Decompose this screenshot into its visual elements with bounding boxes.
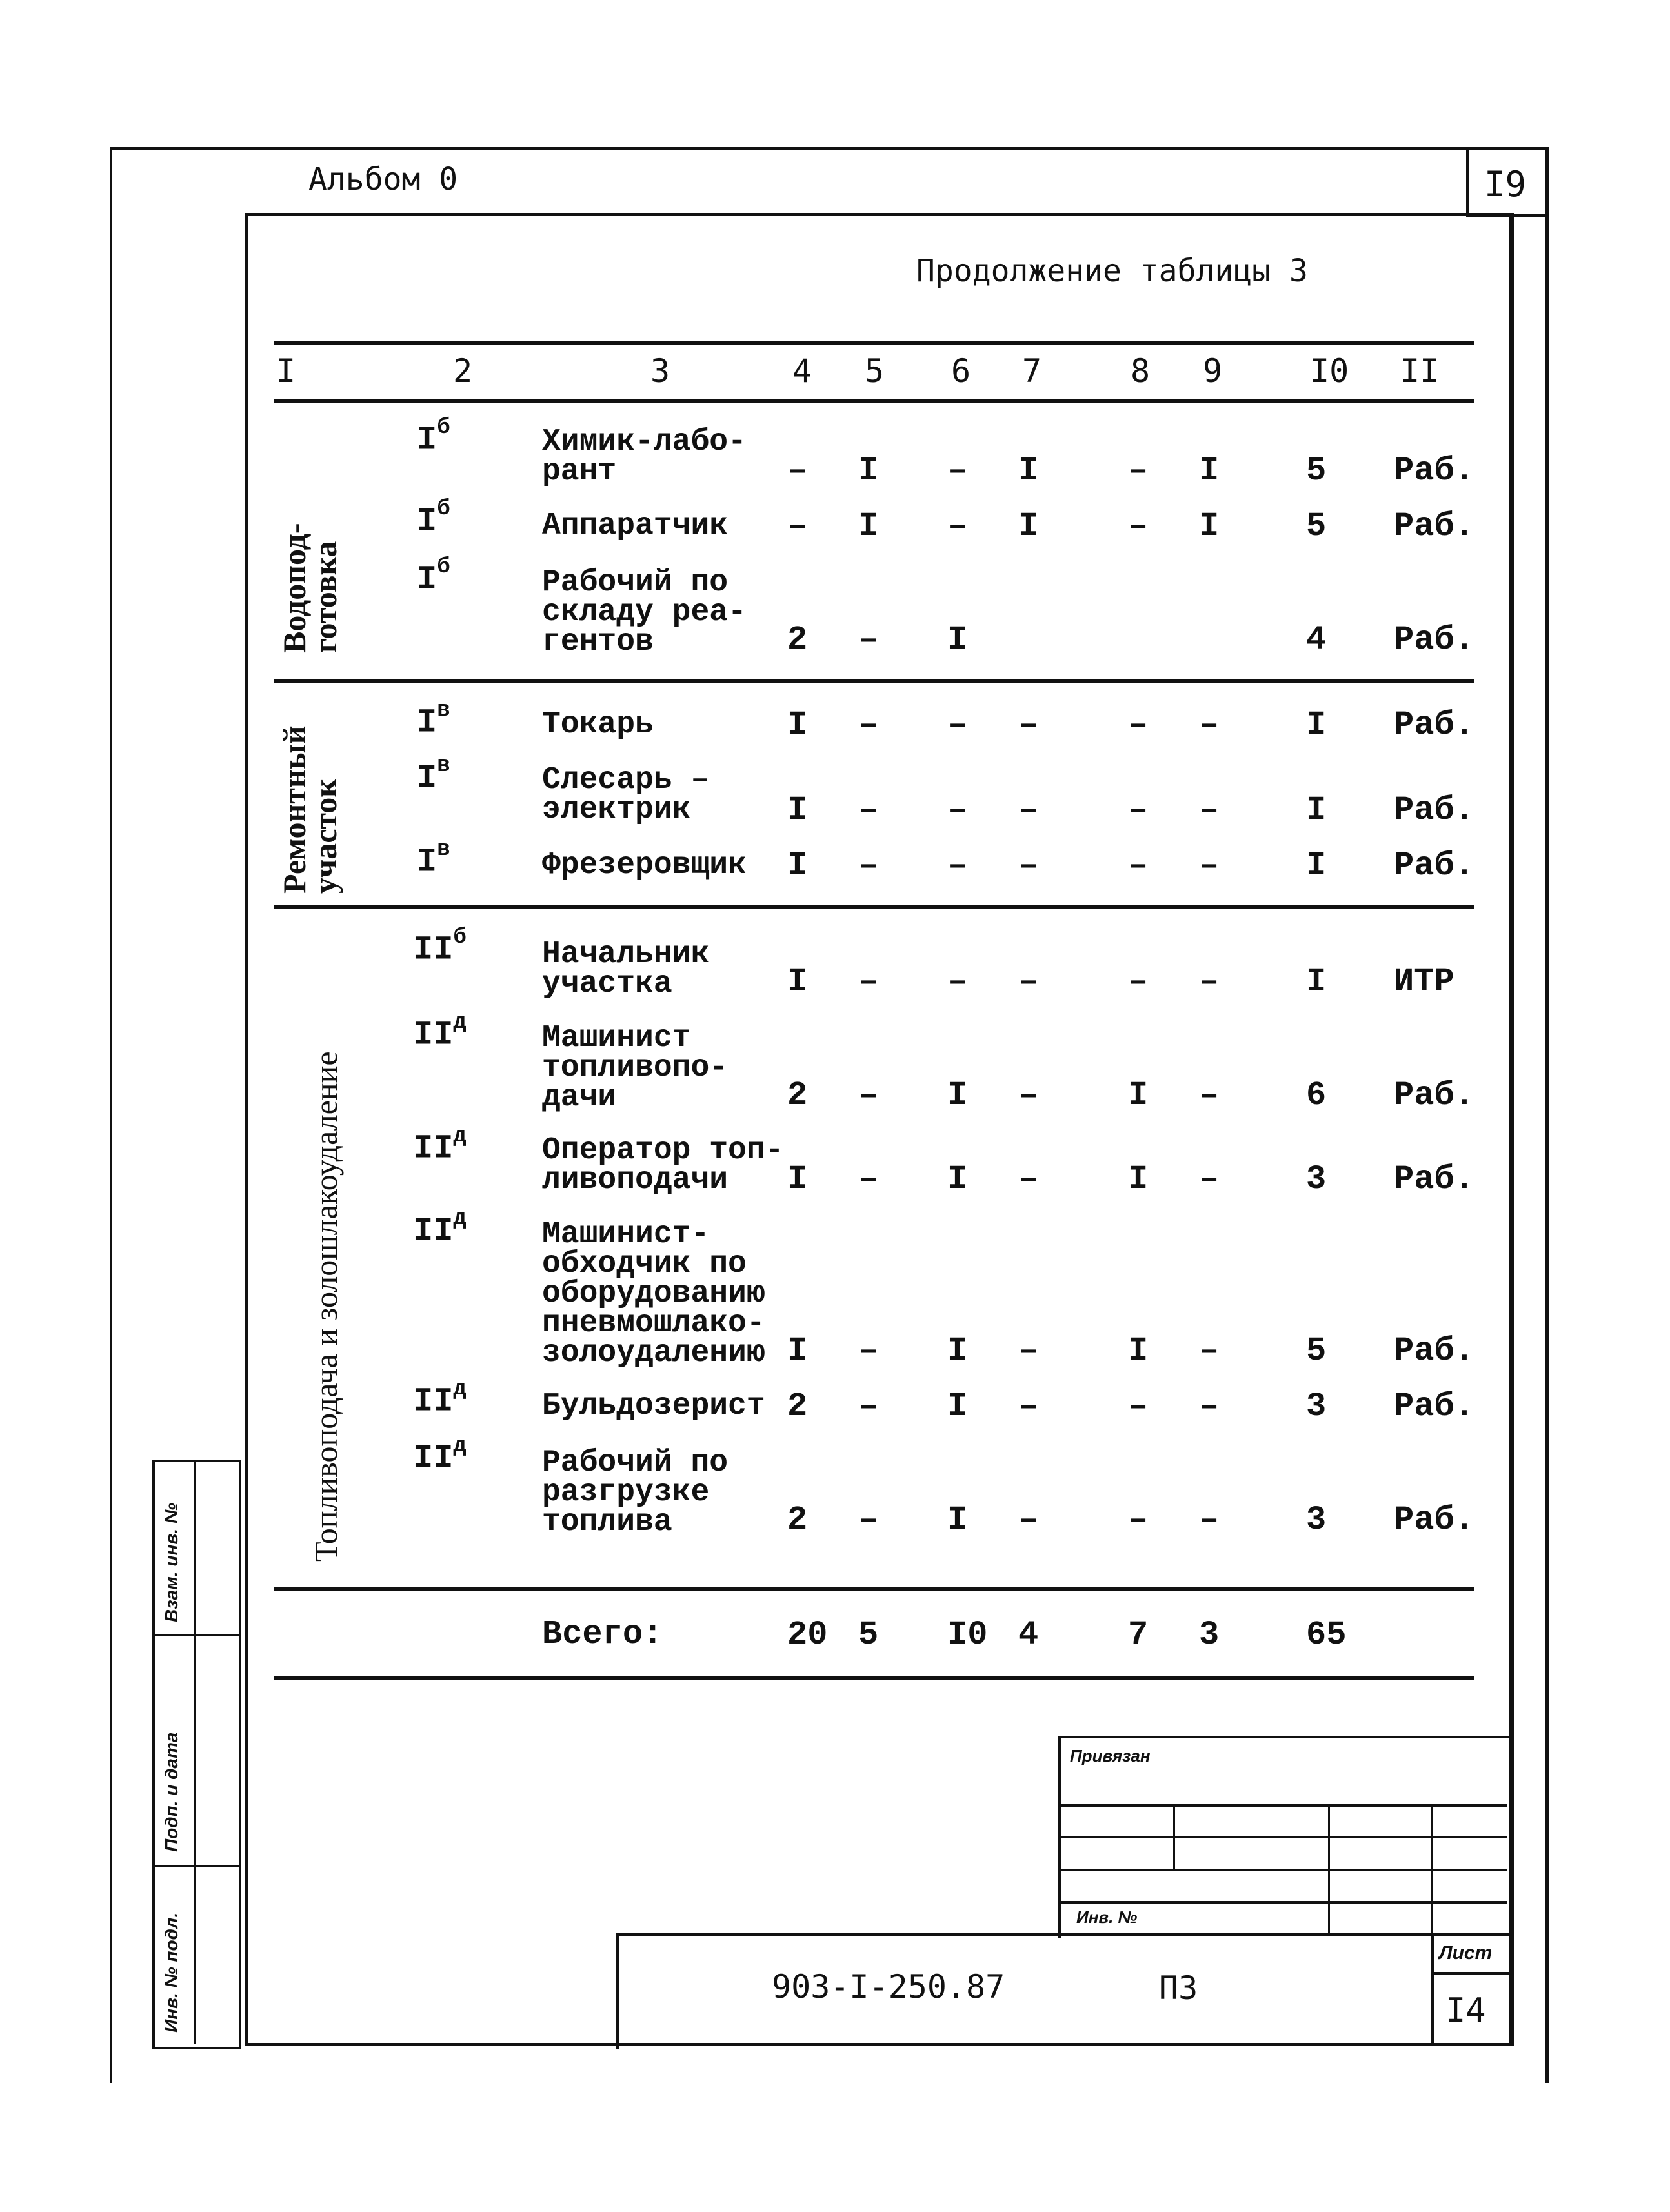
total-c4: 20 <box>787 1616 828 1654</box>
cell-c6: I <box>947 1332 968 1370</box>
job-title: Машинист- обходчик по оборудованию пневмошлако- золоудалению <box>542 1217 765 1371</box>
cell-c9: I <box>1199 452 1220 490</box>
cell-c6: I <box>947 1387 968 1425</box>
total-c9: 3 <box>1199 1616 1220 1654</box>
col-header-8: 8 <box>1131 352 1151 390</box>
job-title: Машинист топливопо- дачи <box>542 1021 729 1115</box>
cell-c11: Раб. <box>1394 1387 1474 1425</box>
category-cell: $I^в$ <box>417 838 450 881</box>
cell-c8: – <box>1128 1387 1149 1425</box>
cell-c6: – <box>947 847 968 885</box>
cell-c7: I <box>1018 507 1039 545</box>
side-strip-divider <box>194 1460 196 2044</box>
cell-c6: I <box>947 621 968 659</box>
cell-c4: I <box>787 706 808 744</box>
cell-c4: 2 <box>787 1387 808 1425</box>
stamp-vline <box>1431 1804 1433 1933</box>
cell-c7: I <box>1018 452 1039 490</box>
stamp-line <box>1058 1901 1507 1904</box>
section-rule-2 <box>274 905 1474 909</box>
category-cell: $II^б$ <box>413 925 467 969</box>
cell-c8: – <box>1128 791 1149 829</box>
cell-c6: I <box>947 1160 968 1198</box>
cell-c4: I <box>787 963 808 1001</box>
sheet-box-divider <box>1431 1972 1509 1975</box>
job-title: Начальник участка <box>542 937 710 1001</box>
frame-top-line <box>245 213 1510 216</box>
cell-c4: I <box>787 791 808 829</box>
job-title: Фрезеровщик <box>542 848 747 883</box>
total-c5: 5 <box>858 1616 879 1654</box>
cell-c8: – <box>1128 452 1149 490</box>
cell-c9: – <box>1199 847 1220 885</box>
cell-c6: I <box>947 1501 968 1539</box>
cell-c8: I <box>1128 1076 1149 1114</box>
cell-c7: – <box>1018 791 1039 829</box>
section-label-vodopodgotovka <box>276 523 343 653</box>
job-title: Рабочий по разгрузке топлива <box>542 1445 729 1540</box>
cell-c8: – <box>1128 963 1149 1001</box>
cell-c6: – <box>947 507 968 545</box>
document-section: ПЗ <box>1159 1969 1198 2007</box>
cell-c7: – <box>1018 847 1039 885</box>
category-cell: $II^д$ <box>413 1010 467 1054</box>
section-label-line: готовка <box>307 541 343 653</box>
cell-c11: ИТР <box>1394 963 1454 1001</box>
cell-c11: Раб. <box>1394 1501 1474 1539</box>
col-header-10: I0 <box>1310 352 1349 390</box>
cell-c10: 3 <box>1306 1501 1327 1539</box>
cell-c5: – <box>858 1076 879 1114</box>
cell-c4: I <box>787 1332 808 1370</box>
table-rule-bottom <box>274 1676 1474 1680</box>
section-rule-1 <box>274 679 1474 683</box>
page-number: I9 <box>1484 164 1527 205</box>
category-cell: $I^б$ <box>417 555 450 599</box>
cell-c5: – <box>858 1387 879 1425</box>
cell-c8: – <box>1128 1501 1149 1539</box>
job-title: Слесарь – электрик <box>542 763 710 827</box>
cell-c10: I <box>1306 791 1327 829</box>
cell-c7: – <box>1018 706 1039 744</box>
section-label-line: Водопод- <box>276 523 312 653</box>
stamp-vline <box>1173 1804 1175 1869</box>
binding-stamp-label: Привязан <box>1070 1746 1151 1765</box>
cell-c4: 2 <box>787 1076 808 1114</box>
stamp-line <box>1058 1804 1507 1807</box>
cell-c7: – <box>1018 1332 1039 1370</box>
cell-c4: I <box>787 1160 808 1198</box>
cell-c8: I <box>1128 1332 1149 1370</box>
cell-c11: Раб. <box>1394 1076 1474 1114</box>
table-rule-header <box>274 399 1474 403</box>
col-header-3: 3 <box>650 352 670 390</box>
job-title: Аппаратчик <box>542 508 729 543</box>
section-label-line: Топливоподача и золошлакоудаление <box>308 1051 344 1562</box>
cell-c9: – <box>1199 1387 1220 1425</box>
section-label-remontny <box>276 725 343 894</box>
col-header-11: II <box>1400 352 1440 390</box>
cell-c4: 2 <box>787 621 808 659</box>
job-title: Химик-лабо- рант <box>542 425 747 489</box>
cell-c11: Раб. <box>1394 1160 1474 1198</box>
cell-c11: Раб. <box>1394 791 1474 829</box>
table-title: Продолжение таблицы 3 <box>916 253 1308 289</box>
cell-c10: 3 <box>1306 1160 1327 1198</box>
cell-c4: – <box>787 507 808 545</box>
side-strip-rule <box>152 1865 239 1867</box>
cell-c8: – <box>1128 847 1149 885</box>
total-c6: I0 <box>947 1616 988 1654</box>
inv-no-label: Инв. № <box>1076 1907 1138 1927</box>
category-cell: $II^д$ <box>413 1124 467 1168</box>
total-label: Всего: <box>542 1615 663 1653</box>
col-header-9: 9 <box>1203 352 1223 390</box>
cell-c10: 5 <box>1306 452 1327 490</box>
cell-c10: I <box>1306 847 1327 885</box>
outer-top-line <box>110 147 1549 150</box>
sheet-number: I4 <box>1445 1991 1486 2030</box>
cell-c9: – <box>1199 1076 1220 1114</box>
cell-c6: – <box>947 963 968 1001</box>
cell-c5: I <box>858 452 879 490</box>
job-title: Бульдозерист <box>542 1389 765 1423</box>
cell-c9: – <box>1199 791 1220 829</box>
category-cell: $II^д$ <box>413 1207 467 1251</box>
cell-c10: I <box>1306 706 1327 744</box>
cell-c6: – <box>947 706 968 744</box>
section-label-line: Ремонтный <box>276 725 312 894</box>
cell-c5: – <box>858 963 879 1001</box>
cell-c6: – <box>947 791 968 829</box>
cell-c9: I <box>1199 507 1220 545</box>
cell-c4: 2 <box>787 1501 808 1539</box>
section-label-toplivopodacha <box>307 1051 345 1562</box>
cell-c5: – <box>858 621 879 659</box>
side-strip-rule <box>152 1634 239 1636</box>
col-header-5: 5 <box>865 352 885 390</box>
col-header-2: 2 <box>453 352 473 390</box>
total-c10: 65 <box>1306 1616 1347 1654</box>
cell-c11: Раб. <box>1394 847 1474 885</box>
table-rule-total <box>274 1587 1474 1591</box>
cell-c8: I <box>1128 1160 1149 1198</box>
col-header-1: I <box>276 352 296 390</box>
cell-c11: Раб. <box>1394 452 1474 490</box>
cell-c7: – <box>1018 963 1039 1001</box>
category-cell: $I^в$ <box>417 698 450 742</box>
side-label-podp-data: Подп. и дата <box>161 1732 181 1852</box>
document-code: 903-I-250.87 <box>772 1968 1005 2006</box>
job-title: Токарь <box>542 707 654 742</box>
cell-c6: I <box>947 1076 968 1114</box>
cell-c10: 6 <box>1306 1076 1327 1114</box>
category-cell: $I^б$ <box>417 497 450 541</box>
category-cell: $I^в$ <box>417 754 450 798</box>
stamp-line <box>1058 1869 1507 1871</box>
cell-c10: 5 <box>1306 507 1327 545</box>
cell-c9: – <box>1199 1332 1220 1370</box>
cell-c5: I <box>858 507 879 545</box>
category-cell: $I^б$ <box>417 416 450 459</box>
sheet-box-left <box>1431 1933 1434 2046</box>
frame-left-line <box>245 213 248 2046</box>
cell-c11: Раб. <box>1394 507 1474 545</box>
album-label: Альбом 0 <box>308 161 458 197</box>
cell-c5: – <box>858 1332 879 1370</box>
cell-c5: – <box>858 791 879 829</box>
cell-c10: 3 <box>1306 1387 1327 1425</box>
cell-c8: – <box>1128 706 1149 744</box>
category-cell: $II^д$ <box>413 1434 467 1478</box>
cell-c9: – <box>1199 1160 1220 1198</box>
stamp-line <box>1058 1836 1507 1838</box>
cell-c7: – <box>1018 1076 1039 1114</box>
sheet-label: Лист <box>1439 1942 1493 1964</box>
side-label-vzam-inv: Взам. инв. № <box>161 1503 181 1622</box>
cell-c10: I <box>1306 963 1327 1001</box>
total-c8: 7 <box>1128 1616 1149 1654</box>
cell-c5: – <box>858 1501 879 1539</box>
side-label-inv-podl: Инв. № подл. <box>161 1912 181 2033</box>
section-label-line: участок <box>307 778 343 894</box>
job-title: Оператор топ- ливоподачи <box>542 1133 784 1198</box>
stamp-vline <box>1328 1804 1330 1933</box>
outer-left-line <box>110 147 112 2083</box>
cell-c10: 5 <box>1306 1332 1327 1370</box>
cell-c9: – <box>1199 706 1220 744</box>
cell-c5: – <box>858 1160 879 1198</box>
table-rule-top <box>274 341 1474 345</box>
col-header-6: 6 <box>951 352 971 390</box>
cell-c11: Раб. <box>1394 706 1474 744</box>
category-cell: $II^д$ <box>413 1377 467 1421</box>
cell-c11: Раб. <box>1394 1332 1474 1370</box>
col-header-4: 4 <box>792 352 812 390</box>
cell-c9: – <box>1199 1501 1220 1539</box>
cell-c10: 4 <box>1306 621 1327 659</box>
cell-c4: – <box>787 452 808 490</box>
cell-c11: Раб. <box>1394 621 1474 659</box>
cell-c6: – <box>947 452 968 490</box>
job-title: Рабочий по складу реа- гентов <box>542 565 747 659</box>
cell-c5: – <box>858 847 879 885</box>
col-header-7: 7 <box>1022 352 1042 390</box>
total-c7: 4 <box>1018 1616 1039 1654</box>
cell-c8: – <box>1128 507 1149 545</box>
cell-c9: – <box>1199 963 1220 1001</box>
cell-c5: – <box>858 706 879 744</box>
cell-c7: – <box>1018 1501 1039 1539</box>
cell-c7: – <box>1018 1160 1039 1198</box>
cell-c7: – <box>1018 1387 1039 1425</box>
cell-c4: I <box>787 847 808 885</box>
title-block-box <box>616 1933 1512 2049</box>
outer-right-line <box>1545 147 1549 2083</box>
